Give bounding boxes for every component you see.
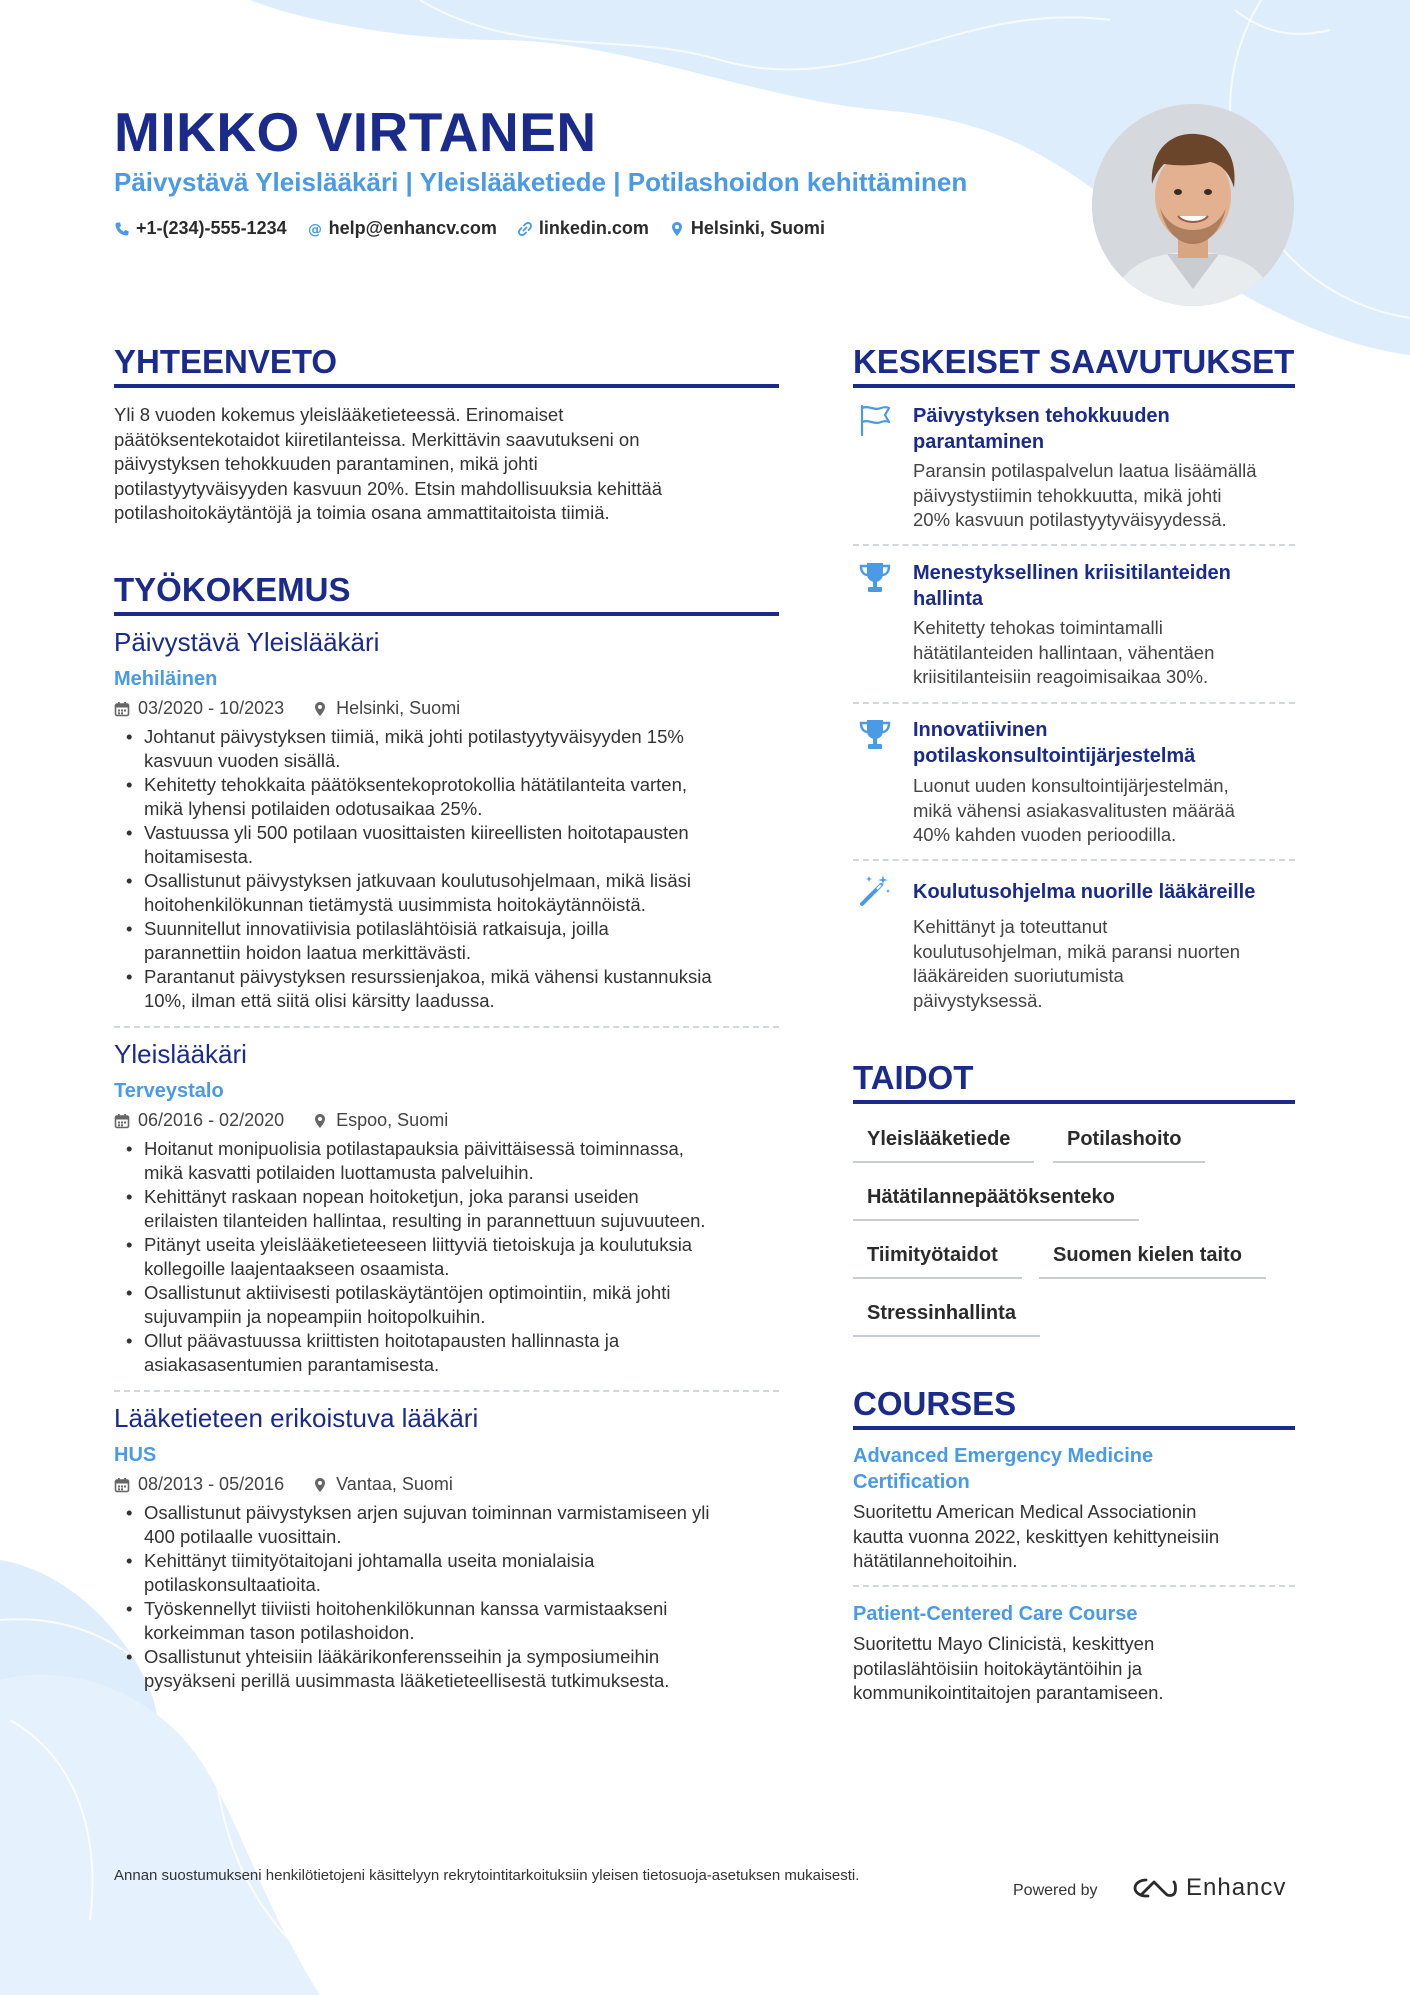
location-pin-icon bbox=[312, 701, 328, 717]
job-bullet: • Johtanut päivystyksen tiimiä, mikä johti potilastyytyväisyyden 15% kasvuun vuoden sisällä. bbox=[114, 725, 794, 773]
achievements-heading: KESKEISET SAAVUTUKSET bbox=[853, 343, 1295, 380]
achievement-desc: Kehittänyt ja toteuttanut koulutusohjelman, mikä paransi nuorten lääkäreiden suoriutumista päivystyksessä. bbox=[913, 916, 1241, 1011]
skill-tag: Hätätilannepäätöksenteko bbox=[853, 1186, 1139, 1221]
enhancv-logo[interactable] bbox=[1132, 1874, 1286, 1902]
job-bullet: • Kehitetty tehokkaita päätöksentekoprotokollia hätätilanteita varten, mikä lyhensi potilaiden odotusaikaa 25%. bbox=[114, 773, 794, 821]
course-desc: Suoritettu American Medical Associationin kautta vuonna 2022, keskittyen kehittyneisiin hätätilannehoitoihin. bbox=[853, 1501, 1220, 1571]
job-role: Lääketieteen erikoistuva lääkäri bbox=[114, 1403, 479, 1433]
contact-location bbox=[669, 218, 825, 239]
trophy-icon bbox=[857, 560, 893, 596]
phone-icon bbox=[114, 221, 130, 237]
summary-text bbox=[114, 403, 784, 526]
summary-line: päivystyksen tehokkuuden parantaminen, mikä johti bbox=[114, 453, 538, 474]
summary-line: Yli 8 vuoden kokemus yleislääketieteessä. Erinomaiset bbox=[114, 404, 564, 425]
contact-linkedin[interactable] bbox=[517, 218, 649, 239]
job-bullet: • Kehittänyt raskaan nopean hoitoketjun, joka paransi useiden erilaisten tilanteiden hallintaa, resulting in parannettuun sujuvuuteen. bbox=[114, 1185, 794, 1233]
calendar-icon bbox=[114, 1113, 130, 1129]
skill-tag: Yleislääketiede bbox=[853, 1128, 1034, 1163]
job-bullets bbox=[114, 725, 794, 1013]
calendar-icon bbox=[114, 1477, 130, 1493]
achievement-desc: Luonut uuden konsultointijärjestelmän, mikä vähensi asiakasvalitusten määrää 40% kahden vuoden perioodilla. bbox=[913, 775, 1235, 845]
job-bullet: • Osallistunut päivystyksen jatkuvaan koulutusohjelmaan, mikä lisäsi hoitohenkilökunnan tietämystä uusimmista hoitokäytännöistä. bbox=[114, 869, 794, 917]
divider bbox=[853, 859, 1295, 861]
consent-note: Annan suostumukseni henkilötietojeni käsittelyyn rekrytointitarkoituksiin yleisen tietosuoja-asetuksen mukaisesti. bbox=[114, 1867, 860, 1884]
phone-text: +1-(234)-555-1234 bbox=[136, 218, 287, 238]
location-pin-icon bbox=[312, 1113, 328, 1129]
achievement-title: Menestyksellinen kriisitilanteiden hallinta bbox=[913, 562, 1231, 610]
skills-rule bbox=[853, 1100, 1295, 1104]
achievement-title: Innovatiivinen potilaskonsultointijärjestelmä bbox=[913, 719, 1196, 767]
experience-heading: TYÖKOKEMUS bbox=[114, 571, 351, 608]
job-dates: 03/2020 - 10/2023 bbox=[138, 698, 285, 718]
magic-wand-icon bbox=[857, 872, 893, 908]
job-location: Espoo, Suomi bbox=[336, 1110, 449, 1130]
job-bullets bbox=[114, 1137, 794, 1377]
divider bbox=[853, 544, 1295, 546]
candidate-name: MIKKO VIRTANEN bbox=[114, 101, 597, 163]
location-pin-icon bbox=[669, 221, 685, 237]
experience-rule bbox=[114, 612, 779, 616]
job-company: Terveystalo bbox=[114, 1080, 224, 1102]
job-meta bbox=[114, 1474, 453, 1495]
achievements-rule bbox=[853, 384, 1295, 388]
job-bullet: • Pitänyt useita yleislääketieteeseen liittyviä tietoiskuja ja koulutuksia kollegoille laajentaakseen osaamista. bbox=[114, 1233, 794, 1281]
course-desc: Suoritettu Mayo Clinicistä, keskittyen potilaslähtöisiin hoitokäytäntöihin ja kommunikointitaitojen parantamiseen. bbox=[853, 1633, 1164, 1703]
achievement-desc: Kehitetty tehokas toimintamalli hätätilanteiden hallintaan, vähentäen kriisitilanteisiin reagoimisaikaa 30%. bbox=[913, 617, 1215, 687]
job-bullet: • Osallistunut aktiivisesti potilaskäytäntöjen optimointiin, mikä johti sujuvampiin ja nopeampiin hoitopolkuihin. bbox=[114, 1281, 794, 1329]
course-title: Advanced Emergency Medicine Certification bbox=[853, 1445, 1154, 1493]
contact-row bbox=[114, 218, 825, 239]
brand-name: Enhancv bbox=[1186, 1874, 1287, 1901]
profile-photo bbox=[1092, 104, 1294, 306]
job-location: Helsinki, Suomi bbox=[336, 698, 461, 718]
skill-tag: Potilashoito bbox=[1053, 1128, 1205, 1163]
summary-line: potilastyytyväisyyden kasvuun 20%. Etsin mahdollisuuksia kehittää bbox=[114, 477, 663, 499]
job-bullet: • Hoitanut monipuolisia potilastapauksia päivittäisessä toiminnassa, mikä kasvatti potilaiden luottamusta palveluihin. bbox=[114, 1137, 794, 1185]
courses-rule bbox=[853, 1426, 1295, 1430]
courses-heading: COURSES bbox=[853, 1385, 1017, 1422]
contact-phone[interactable] bbox=[114, 218, 287, 239]
achievement-title: Päivystyksen tehokkuuden parantaminen bbox=[913, 405, 1170, 453]
skill-tag: Suomen kielen taito bbox=[1039, 1244, 1266, 1279]
enhancv-logo-icon bbox=[1132, 1874, 1178, 1902]
divider bbox=[853, 1585, 1295, 1587]
job-dates: 06/2016 - 02/2020 bbox=[138, 1110, 285, 1130]
candidate-headline: Päivystävä Yleislääkäri | Yleislääketiede | Potilashoidon kehittäminen bbox=[114, 167, 968, 197]
job-company: HUS bbox=[114, 1444, 157, 1466]
skill-tag: Stressinhallinta bbox=[853, 1302, 1040, 1337]
svg-text:@: @ bbox=[307, 221, 322, 237]
summary-rule bbox=[114, 384, 779, 388]
job-role: Päivystävä Yleislääkäri bbox=[114, 627, 380, 657]
achievement-title: Koulutusohjelma nuorille lääkäreille bbox=[913, 881, 1256, 903]
location-text: Helsinki, Suomi bbox=[690, 218, 825, 238]
divider bbox=[853, 702, 1295, 704]
job-role: Yleislääkäri bbox=[114, 1039, 247, 1069]
divider bbox=[114, 1390, 779, 1392]
job-bullet: • Kehittänyt tiimityötaitojani johtamalla useita monialaisia potilaskonsultaatioita. bbox=[114, 1549, 794, 1597]
job-meta bbox=[114, 698, 460, 719]
calendar-icon bbox=[114, 701, 130, 717]
achievement-desc: Paransin potilaspalvelun laatua lisäämällä päivystystiimin tehokkuutta, mikä johti 20% kasvuun potilastyytyväisyydessä. bbox=[913, 460, 1257, 530]
job-company: Mehiläinen bbox=[114, 668, 218, 690]
job-bullets bbox=[114, 1501, 794, 1693]
job-location: Vantaa, Suomi bbox=[336, 1474, 453, 1494]
skills-heading: TAIDOT bbox=[853, 1059, 974, 1096]
divider bbox=[114, 1026, 779, 1028]
summary-line: potilashoitokäytäntöjä ja toimia osana ammattitaitoista tiimiä. bbox=[114, 502, 610, 523]
trophy-icon bbox=[857, 717, 893, 753]
profile-photo-illustration bbox=[1092, 104, 1294, 306]
location-pin-icon bbox=[312, 1477, 328, 1493]
contact-email[interactable] bbox=[307, 218, 497, 239]
job-bullet: • Osallistunut yhteisiin lääkärikonferensseihin ja symposiumeihin pysyäkseni perillä uusimmasta lääketieteellisestä tutkimuksesta. bbox=[114, 1645, 794, 1693]
summary-line: päätöksentekotaidot kiiretilanteissa. Merkittävin saavutukseni on bbox=[114, 428, 640, 450]
job-bullet: • Työskennellyt tiiviisti hoitohenkilökunnan kanssa varmistaakseni korkeimman tason potilashoidon. bbox=[114, 1597, 794, 1645]
job-bullet: • Ollut päävastuussa kriittisten hoitotapausten hallinnasta ja asiakasasentumien parantamisesta. bbox=[114, 1329, 794, 1377]
at-icon bbox=[307, 221, 323, 237]
job-dates: 08/2013 - 05/2016 bbox=[138, 1474, 285, 1494]
summary-heading: YHTEENVETO bbox=[114, 343, 338, 380]
email-text: help@enhancv.com bbox=[328, 218, 497, 238]
powered-by-label: Powered by bbox=[1013, 1882, 1098, 1899]
job-bullet: • Osallistunut päivystyksen arjen sujuvan toiminnan varmistamiseen yli 400 potilaalle vuosittain. bbox=[114, 1501, 794, 1549]
job-bullet: • Suunnitellut innovatiivisia potilaslähtöisiä ratkaisuja, joilla parannettiin hoidon laatua merkittävästi. bbox=[114, 917, 794, 965]
job-bullet: • Parantanut päivystyksen resurssienjakoa, mikä vähensi kustannuksia 10%, ilman että siitä olisi kärsitty laadussa. bbox=[114, 965, 794, 1013]
flag-icon bbox=[857, 402, 893, 438]
link-icon bbox=[517, 221, 533, 237]
linkedin-text: linkedin.com bbox=[538, 218, 649, 238]
course-title: Patient-Centered Care Course bbox=[853, 1603, 1138, 1625]
job-meta bbox=[114, 1110, 448, 1131]
job-bullet: • Vastuussa yli 500 potilaan vuosittaisten kiireellisten hoitotapausten hoitamisesta. bbox=[114, 821, 794, 869]
skill-tag: Tiimityötaidot bbox=[853, 1244, 1022, 1279]
